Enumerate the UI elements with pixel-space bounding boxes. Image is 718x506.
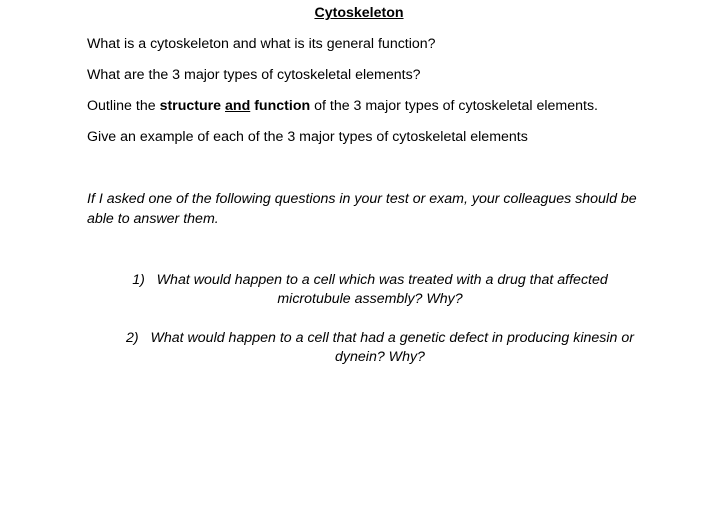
q3-function-word: function [254,98,311,114]
exam-question-2-number: 2) [126,330,139,346]
question-cytoskeleton-function: What is a cytoskeleton and what is its general function? [87,36,436,52]
question-examples: Give an example of each of the 3 major types of cytoskeletal elements [87,129,528,145]
exam-question-2-text: What would happen to a cell that had a genetic defect in producing kinesin or [150,330,634,346]
exam-question-1-text: What would happen to a cell which was treated with a drug that affected [156,272,608,288]
q3-structure-word: structure [159,98,222,114]
page-title: Cytoskeleton [314,5,404,21]
exam-question-2-line-1 [100,329,660,348]
exam-question-1-number: 1) [132,272,145,288]
q3-and-word: and [225,98,251,114]
exam-question-2-line-2: dynein? Why? [335,349,425,365]
question-major-types: What are the 3 major types of cytoskeletal elements? [87,67,421,83]
q3-suffix: of the 3 major types of cytoskeletal elements. [310,98,598,114]
exam-question-1 [110,271,630,309]
exam-question-1-line-1 [110,271,630,290]
exam-question-1-line-2: microtubule assembly? Why? [277,291,463,307]
question-structure-function [87,97,687,115]
q3-prefix: Outline the [87,98,160,114]
exam-question-2 [100,329,660,367]
exam-intro-paragraph: If I asked one of the following questions in your test or exam, your colleagues should be able to answer them. [87,191,637,227]
